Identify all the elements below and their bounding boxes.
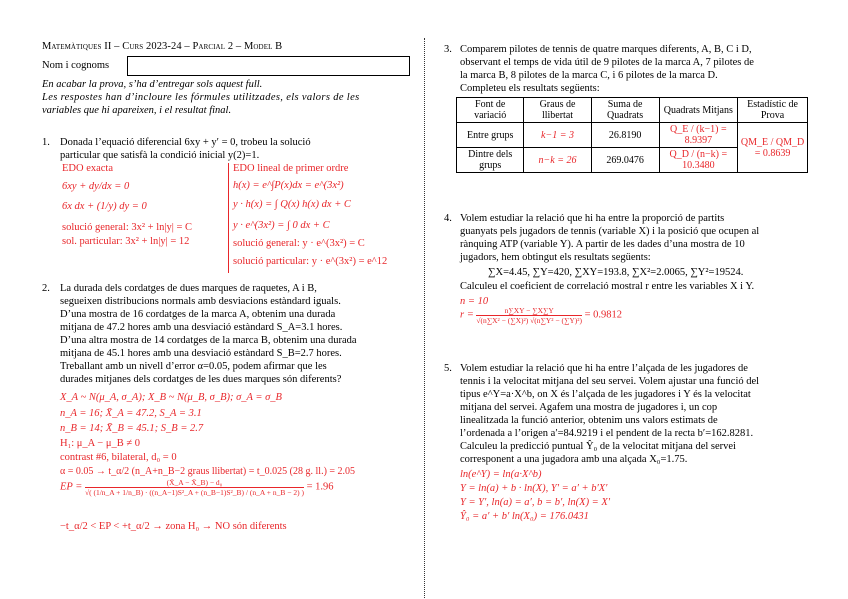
anova-cell: 26.8190: [591, 123, 659, 148]
q2-line-1: La durada dels cordatges de dues marques de raquetes, A i B,: [60, 283, 317, 294]
q4-r-denominator: √(n∑X² − (∑X)²) √(n∑Y² − (∑Y)²): [476, 316, 583, 325]
q1-right-1: h(x) = e^∫P(x)dx = e^(3x²): [233, 180, 344, 191]
q2-answer-5: contrast #6, bilateral, d₀ = 0: [60, 452, 177, 463]
anova-header-ss: Suma de Quadrats: [591, 98, 659, 123]
instructions-line-2: Les respostes han d’incloure les fórmules utilitzades, els valors de les: [42, 92, 360, 103]
q1-right-title: EDO lineal de primer ordre: [233, 163, 349, 174]
q4-question: Calculeu el coeficient de correlació mostral r entre les variables X i Y.: [460, 281, 755, 292]
q4-r-fraction: [476, 306, 582, 325]
q2-line-6: mitjana de 45.1 hores amb una desviació estàndard S_B=2.7 hores.: [60, 348, 342, 359]
q5-line-8: corresponent a una jugadora amb una alçada X₀=1.75.: [460, 454, 688, 465]
anova-cell: Q_E / (k−1) = 8.9397: [659, 123, 738, 148]
q4-r-formula: [460, 306, 622, 325]
q2-answer-4: H₁: μ_A − μ_B ≠ 0: [60, 438, 140, 449]
anova-cell: k−1 = 3: [524, 123, 591, 148]
q2-line-8: durades mitjanes dels cordatges de les dues marques són diferents?: [60, 374, 342, 385]
q1-left-2: 6x dx + (1/y) dy = 0: [62, 201, 147, 212]
q2-answer-6: α = 0.05 → t_α/2 (n_A+n_B−2 graus llibertat) = t_0.025 (28 g. ll.) = 2.05: [60, 466, 356, 477]
q5-line-4: mitjana del servei. Agafem una mostra de jugadores i, un cop: [460, 402, 718, 413]
q1-right-5: solució particular: y · e^(3x²) = e^12: [233, 256, 388, 267]
q3-line-2: observant el temps de vida útil de 9 pilotes de la marca A, 7 pilotes de: [460, 57, 754, 68]
name-label: Nom i cognoms: [42, 60, 110, 71]
q1-left-title: EDO exacta: [62, 163, 114, 174]
q4-line-3: rànquing ATP (variable Y). A partir de les dades d’una mostra de 10: [460, 239, 745, 250]
q2-ep-fraction: [85, 478, 304, 497]
q5-line-3: tipus e^Y=a·X^b, on X és l’alçada de les jugadores i Y és la velocitat: [460, 389, 751, 400]
instructions-line-3: variables que hi apareixen, i el resultat final.: [42, 105, 232, 116]
q1-number: 1.: [42, 137, 50, 148]
q5-line-7: Calculeu la predicció puntual Ŷ₀ de la velocitat mitjana del servei: [460, 441, 736, 452]
anova-cell: QM_E / QM_D = 0.8639: [738, 123, 808, 173]
q2-number: 2.: [42, 283, 50, 294]
q2-ep-denominator: √( (1/n_A + 1/n_B) · ((n_A−1)S²_A + (n_B−1)S²_B) / (n_A + n_B − 2) ): [84, 488, 304, 497]
q5-line-1: Volem estudiar la relació que hi ha entre l’alçada de les jugadores de: [460, 363, 748, 374]
instructions-line-1: En acabar la prova, s’ha d’entregar sols aquest full.: [42, 79, 263, 90]
q5-line-6: l’ordenada a l’origen a′=84.9219 i el pendent de la recta b′=162.8281.: [460, 428, 754, 439]
page-title: Matemàtiques II – Curs 2023-24 – Parcial 2 – Model B: [42, 41, 283, 52]
anova-cell: Entre grups: [457, 123, 524, 148]
anova-cell: Q_D / (n−k) = 10.3480: [659, 148, 738, 173]
q5-answer-2: Y = ln(a) + b · ln(X), Y′ = a′ + b′X′: [460, 483, 608, 494]
q2-ep-label: EP =: [60, 481, 83, 493]
q1-left-3: solució general: 3x² + ln|y| = C: [62, 222, 193, 233]
q2-ep-value: = 1.96: [306, 481, 334, 493]
q4-answer-n: n = 10: [460, 296, 489, 307]
q2-answer-3: n_B = 14; X̄_B = 45.1; S_B = 2.7: [60, 423, 204, 434]
q5-answer-4: Ŷ₀ = a′ + b′ ln(X₀) = 176.0431: [460, 511, 589, 522]
q4-r-label: r =: [460, 309, 474, 321]
q1-left-4: sol. particular: 3x² + ln|y| = 12: [62, 236, 190, 247]
q2-line-4: mitjana de 47.2 hores amb una desviació estàndard S_A=3.1 hores.: [60, 322, 343, 333]
q2-answer-7: −t_α/2 < EP < +t_α/2 → zona H₀ → NO són diferents: [60, 521, 287, 532]
anova-cell: 269.0476: [591, 148, 659, 173]
q2-answer-1: X_A ~ N(μ_A, σ_A); X_B ~ N(μ_B, σ_B); σ_A = σ_B: [60, 392, 282, 403]
q5-answer-3: Y = Y′, ln(a) = a′, b = b′, ln(X) = X′: [460, 497, 611, 508]
q2-answer-2: n_A = 16; X̄_A = 47.2, S_A = 3.1: [60, 408, 202, 419]
q1-left-1: 6xy + dy/dx = 0: [62, 181, 130, 192]
anova-cell: Dintre dels grups: [457, 148, 524, 173]
q2-line-2: segueixen distribucions normals amb desviacions estàndard iguals.: [60, 296, 341, 307]
q2-line-5: D’una altra mostra de 14 cordatges de la marca B, obtenim una durada: [60, 335, 357, 346]
q4-line-1: Volem estudiar la relació que hi ha entre la proporció de partits: [460, 213, 725, 224]
q2-line-7: Treballant amb un nivell d’error α=0.05, podem afirmar que les: [60, 361, 327, 372]
q3-line-4: Completeu els resultats següents:: [460, 83, 600, 94]
anova-header-stat: Estadístic de Prova: [738, 98, 808, 123]
q1-text-1: Donada l’equació diferencial 6xy + y′ = 0, trobeu la solució: [60, 137, 311, 148]
anova-cell: n−k = 26: [524, 148, 591, 173]
q2-ep-numerator: (X̄_A − X̄_B) − d₀: [85, 478, 304, 488]
q1-right-2: y · h(x) = ∫ Q(x) h(x) dx + C: [233, 199, 351, 210]
q1-right-4: solució general: y · e^(3x²) = C: [233, 238, 365, 249]
q4-line-4: jugadors, hem obtingut els resultats següents:: [460, 252, 651, 263]
q5-answer-1: ln(e^Y) = ln(a·X^b): [460, 469, 542, 480]
q4-r-value: = 0.9812: [584, 309, 623, 321]
q4-line-2: guanyats pels jugadors de tennis (variable X) i la posició que ocupen al: [460, 226, 760, 237]
q4-number: 4.: [444, 213, 452, 224]
anova-header-ms: Quadrats Mitjans: [659, 98, 738, 123]
q1-right-3: y · e^(3x²) = ∫ 0 dx + C: [233, 220, 330, 231]
q4-r-numerator: n∑XY − ∑X∑Y: [476, 306, 582, 316]
q2-line-3: D’una mostra de 16 cordatges de la marca A, obtenim una durada: [60, 309, 336, 320]
q5-line-2: tennis i la velocitat mitjana del seu servei. Volem ajustar una funció del: [460, 376, 760, 387]
anova-header-source: Font de variació: [457, 98, 524, 123]
name-field[interactable]: [127, 56, 410, 76]
q5-number: 5.: [444, 363, 452, 374]
anova-header-df: Graus de llibertat: [524, 98, 591, 123]
q5-line-5: linealitzada la funció anterior, obtenim uns valors estimats de: [460, 415, 718, 426]
column-divider: [424, 38, 425, 598]
anova-header-row: [457, 98, 808, 123]
q1-text-2: particular que satisfà la condició inicial y(2)=1.: [60, 150, 260, 161]
q3-line-3: la marca B, 8 pilotes de la marca C, i 6 pilotes de la marca D.: [460, 70, 718, 81]
q3-line-1: Comparem pilotes de tennis de quatre marques diferents, A, B, C i D,: [460, 44, 752, 55]
anova-row-between: [457, 123, 808, 148]
q3-number: 3.: [444, 44, 452, 55]
anova-table: [456, 97, 808, 173]
q1-answer-divider: [228, 163, 229, 273]
q4-sums: ∑X=4.45, ∑Y=420, ∑XY=193.8, ∑X²=2.0065, ∑Y²=19524.: [488, 267, 744, 278]
q2-ep-formula: [60, 478, 334, 497]
